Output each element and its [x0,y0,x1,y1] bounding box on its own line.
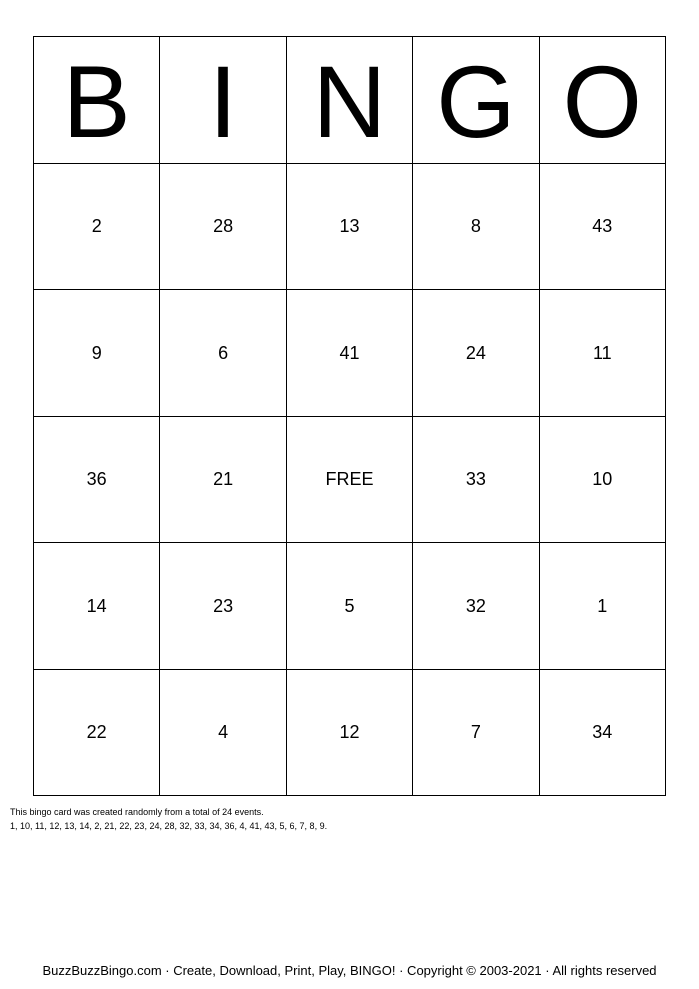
site-footer: BuzzBuzzBingo.com · Create, Download, Print, Play, BINGO! · Copyright © 2003-2021 · All rights reserved [42,963,657,978]
bingo-cell: 5 [287,543,413,670]
bingo-cell: 9 [34,290,160,417]
header-letter-o: O [540,37,666,164]
bingo-cell: 13 [287,164,413,291]
bingo-card [33,36,666,796]
bingo-cell: 32 [413,543,539,670]
bingo-cell: 8 [413,164,539,291]
header-letter-n: N [287,37,413,164]
bingo-cell: 23 [160,543,286,670]
bingo-cell: 2 [34,164,160,291]
bingo-cell: 24 [413,290,539,417]
bingo-cell: 10 [540,417,666,544]
bingo-cell: 43 [540,164,666,291]
bingo-cell: 4 [160,670,286,797]
bingo-cell: 1 [540,543,666,670]
bingo-cell: 41 [287,290,413,417]
bingo-cell: 28 [160,164,286,291]
bingo-cell: 12 [287,670,413,797]
bingo-cell: 14 [34,543,160,670]
card-info-note: This bingo card was created randomly from a total of 24 events. [10,807,264,817]
bingo-cell: 11 [540,290,666,417]
bingo-cell: 6 [160,290,286,417]
bingo-cell: 36 [34,417,160,544]
header-letter-b: B [34,37,160,164]
bingo-cell: 21 [160,417,286,544]
free-space-cell: FREE [287,417,413,544]
bingo-cell: 33 [413,417,539,544]
bingo-cell: 34 [540,670,666,797]
bingo-cell: 22 [34,670,160,797]
header-letter-i: I [160,37,286,164]
bingo-cell: 7 [413,670,539,797]
header-letter-g: G [413,37,539,164]
event-list-note: 1, 10, 11, 12, 13, 14, 2, 21, 22, 23, 24, 28, 32, 33, 34, 36, 4, 41, 43, 5, 6, 7, 8, 9. [10,821,328,831]
